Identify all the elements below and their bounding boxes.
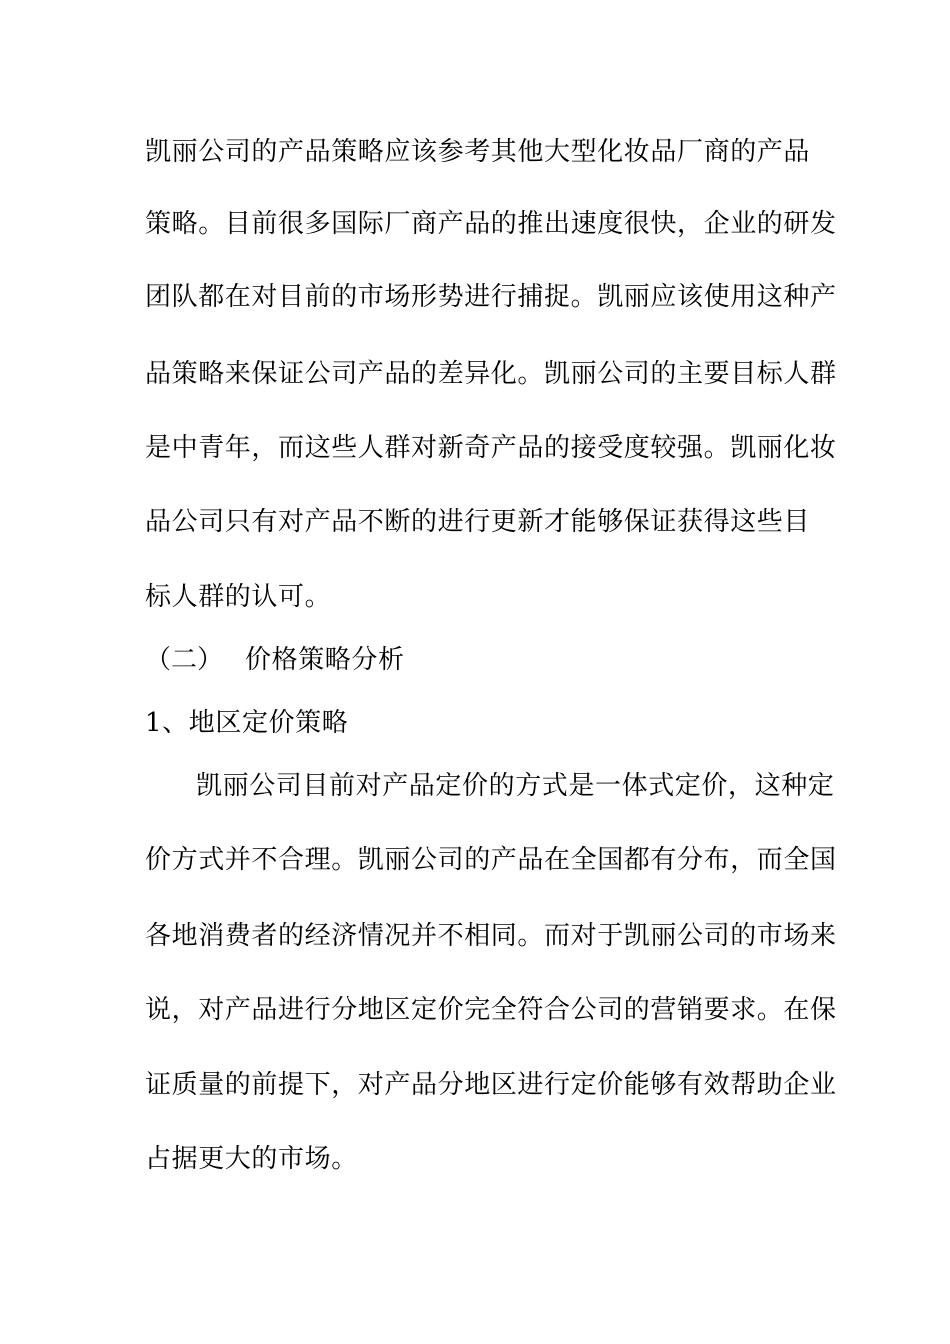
paragraph-1-line-7: 标人群的认可。 xyxy=(145,582,332,612)
paragraph-1-line-2: 策略。目前很多国际厂商产品的推出速度很快，企业的研发 xyxy=(145,209,837,239)
paragraph-2-line-5: 证质量的前提下，对产品分地区进行定价能够有效帮助企业 xyxy=(145,1070,837,1100)
paragraph-1-line-5: 是中青年，而这些人群对新奇产品的接受度较强。凯丽化妆 xyxy=(145,433,837,463)
paragraph-1-line-4: 品策略来保证公司产品的差异化。凯丽公司的主要目标人群 xyxy=(145,359,837,389)
section-number: （二） xyxy=(145,645,224,675)
paragraph-2-line-2: 价方式并不合理。凯丽公司的产品在全国都有分布，而全国 xyxy=(145,845,837,875)
paragraph-2-line-6: 占据更大的市场。 xyxy=(145,1144,358,1174)
paragraph-2-line-3: 各地消费者的经济情况并不相同。而对于凯丽公司的市场来 xyxy=(145,921,837,951)
paragraph-1-line-6: 品公司只有对产品不断的进行更新才能够保证获得这些目 xyxy=(145,507,811,537)
paragraph-2-line-1: 凯丽公司目前对产品定价的方式是一体式定价，这种定 xyxy=(196,771,835,801)
section-title: 价格策略分析 xyxy=(245,645,405,675)
subsection-title: 1、地区定价策略 xyxy=(145,708,349,738)
paragraph-2-line-4: 说，对产品进行分地区定价完全符合公司的营销要求。在保 xyxy=(145,995,837,1025)
paragraph-1-line-3: 团队都在对目前的市场形势进行捕捉。凯丽应该使用这种产 xyxy=(145,282,837,312)
paragraph-1-line-1: 凯丽公司的产品策略应该参考其他大型化妆品厂商的产品 xyxy=(145,137,811,167)
